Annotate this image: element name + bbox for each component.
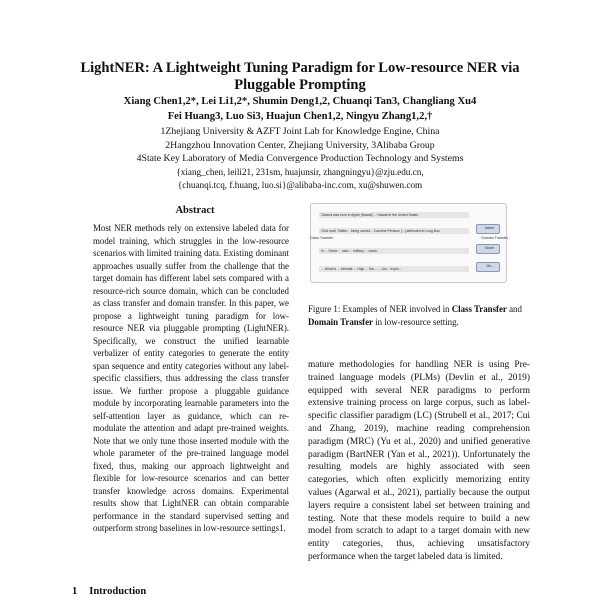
caption-bold-class-transfer: Class Transfer — [451, 304, 507, 314]
figure-sentence-1: Obama was born in Apple [Hawaii] ... Hawaii in the United States — [321, 213, 419, 217]
email-line-1: {xiang_chen, leili21, 231sm, huajunsir, zhangningyu}@zju.edu.cn, — [176, 166, 424, 177]
affiliation-3: 4State Key Laboratory of Media Convergence Production Technology and Systems — [136, 153, 464, 165]
figure-sentence-4: ... What is ... intimate ... High ... Ma... ... Jos... tropin... — [321, 267, 402, 271]
abstract-heading: Abstract — [175, 205, 215, 216]
figure-sentence-3: In ... Some ... said ... military ... crash. — [321, 249, 378, 253]
intro-paragraph: mature methodologies for handling NER is using Pre-trained language models (PLMs) (Devlin et al., 2019) equipped with several NER paradigms to perform extensive training process on large corpus, such as label-specific classifier paradigm (LC) (Strubell et al., 2017; Cui and Zhang, 2019), machine reading comprehension paradigm (MRC) (Yu et al., 2020) and unified generative paradigm (BartNER (Yan et al., 2021)). Unfortunately the resulting models are highly associated with seen categories, which often explicitly memorizing entity values (Agarwal et al., 2021), partially because the output layers require a consistent label set between training and testing. Note that these models require to build a new model from scratch to adapt to a target domain with new entity categories, thus, achieving unsatisfactory performance when the target labeled data is limited. — [308, 360, 530, 562]
caption-suffix: in low-resource setting. — [373, 316, 459, 327]
affiliation-1: 1Zhejiang University & AZFT Joint Lab for Knowledge Engine, China — [160, 126, 440, 137]
authors-line-2: Fei Huang3, Luo Si3, Huajun Chen1,2, Ningyu Zhang1,2,† — [167, 110, 433, 122]
email-line-2: {chuanqi.tcq, f.huang, luo.si}@alibaba-inc.com, xu@shuwen.com — [177, 180, 423, 191]
author-list — [40, 95, 560, 124]
figure-side-label-domain: Domain Transfer — [481, 236, 508, 240]
caption-bold-domain-transfer: Domain Transfer — [308, 316, 373, 327]
paper-title — [40, 60, 560, 94]
figure-1 — [310, 203, 507, 283]
figure-side-label-class: Class Transfer — [310, 236, 334, 240]
caption-mid: and — [506, 304, 522, 314]
affiliations — [40, 125, 560, 193]
figure-box-label-2: Movie — [484, 246, 494, 250]
section-title: Introduction — [89, 586, 147, 597]
figure-box-label-1: Name — [484, 226, 494, 230]
section-heading — [72, 586, 158, 597]
section-number: 1 — [72, 586, 78, 597]
figure-box-label-3: Mo... — [486, 264, 494, 268]
caption-prefix: Figure 1: Examples of NER involved in — [308, 304, 452, 314]
authors-line-1: Xiang Chen1,2*, Lei Li1,2*, Shumin Deng1,2, Chuanqi Tan3, Changliang Xu4 — [123, 96, 477, 107]
figure-sentence-2: Click mail, Twitter... being owned... Caroline Persson [...] attributed to Long Bos — [321, 229, 440, 233]
figure-caption — [308, 303, 530, 328]
title-line-2: Pluggable Prompting — [234, 77, 366, 93]
title-line-1: LightNER: A Lightweight Tuning Paradigm for Low-resource NER via — [80, 60, 520, 76]
abstract-body: Most NER methods rely on extensive labeled data for model training, which struggles in the low-resource scenarios with limited training data. Existing dominant approaches usually suffer from the challenge that the target domain has different label sets compared with a resource-rich source domain, which can be concluded as class transfer and domain transfer. In this paper, we propose a lightweight tuning paradigm for low-resource NER via pluggable prompting (LightNER). Specifically, we construct the unified learnable verbalizer of entity categories to generate the entity span sequence and entity categories without any label-specific classifiers, thus addressing the class transfer issue. We further propose a pluggable guidance module by incorporating learnable parameters into the self-attention layer as guidance, which can re-modulate the attention and adapt pre-trained weights. Note that we only tune those inserted module with the whole parameter of the pre-trained language model fixed, thus, making our approach lightweight and flexible for low-resource scenarios and can better transfer knowledge across domains. Experimental results show that LightNER can obtain comparable performance in the standard supervised setting and outperform strong baselines in low-resource settings1. — [93, 223, 289, 533]
affiliation-2: 2Hangzhou Innovation Center, Zhejiang University, 3Alibaba Group — [165, 139, 435, 151]
